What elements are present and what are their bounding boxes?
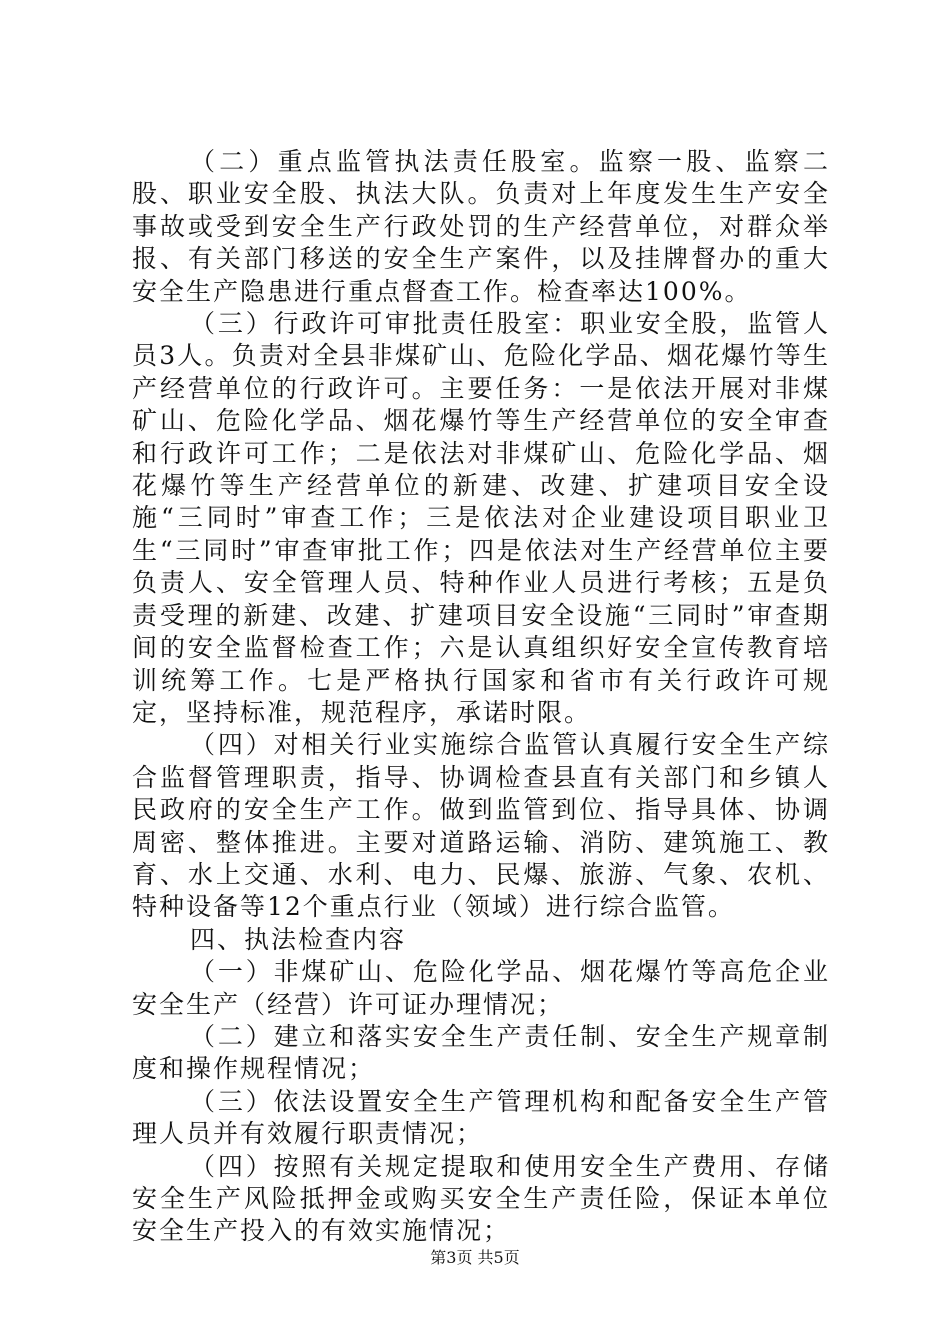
document-body — [132, 146, 830, 1248]
section-heading: 四、执法检查内容 — [190, 924, 407, 954]
paragraph: （三）行政许可审批责任股室：职业安全股，监管人员3人。负责对全县非煤矿山、危险化学品、烟花爆竹等生产经营单位的行政许可。主要任务：一是依法开展对非煤矿山、危险化学品、烟花爆竹等生产经营单位的安全审查和行政许可工作；二是依法对非煤矿山、危险化学品、烟花爆竹等生产经营单位的新建、改建、扩建项目安全设施“三同时”审查工作；三是依法对企业建设项目职业卫生“三同时”审查审批工作；四是依法对生产经营单位主要负责人、安全管理人员、特种作业人员进行考核；五是负责受理的新建、改建、扩建项目安全设施“三同时”审查期间的安全监督检查工作；六是认真组织好安全宣传教育培训统筹工作。七是严格执行国家和省市有关行政许可规定，坚持标准，规范程序，承诺时限。 — [132, 309, 830, 727]
paragraph: （一）非煤矿山、危险化学品、烟花爆竹等高危企业安全生产（经营）许可证办理情况； — [132, 957, 830, 1019]
paragraph: （四）按照有关规定提取和使用安全生产费用、存储安全生产风险抵押金或购买安全生产责任险，保证本单位安全生产投入的有效实施情况； — [132, 1151, 830, 1246]
paragraph: （三）依法设置安全生产管理机构和配备安全生产管理人员并有效履行职责情况； — [132, 1086, 830, 1149]
paragraph: （二）建立和落实安全生产责任制、安全生产规章制度和操作规程情况； — [132, 1021, 830, 1084]
paragraph: （四）对相关行业实施综合监管认真履行安全生产综合监督管理职责，指导、协调检查县直有关部门和乡镇人民政府的安全生产工作。做到监管到位、指导具体、协调周密、整体推进。主要对道路运输、消防、建筑施工、教育、水上交通、水利、电力、民爆、旅游、气象、农机、特种设备等12个重点行业（领域）进行综合监管。 — [132, 730, 830, 922]
page-footer: 第3页 共5页 — [430, 1248, 520, 1267]
paragraph: （二）重点监管执法责任股室。监察一股、监察二股、职业安全股、执法大队。负责对上年度发生生产安全事故或受到安全生产行政处罚的生产经营单位，对群众举报、有关部门移送的安全生产案件，以及挂牌督办的重大安全生产隐患进行重点督查工作。检查率达100%。 — [132, 147, 830, 306]
